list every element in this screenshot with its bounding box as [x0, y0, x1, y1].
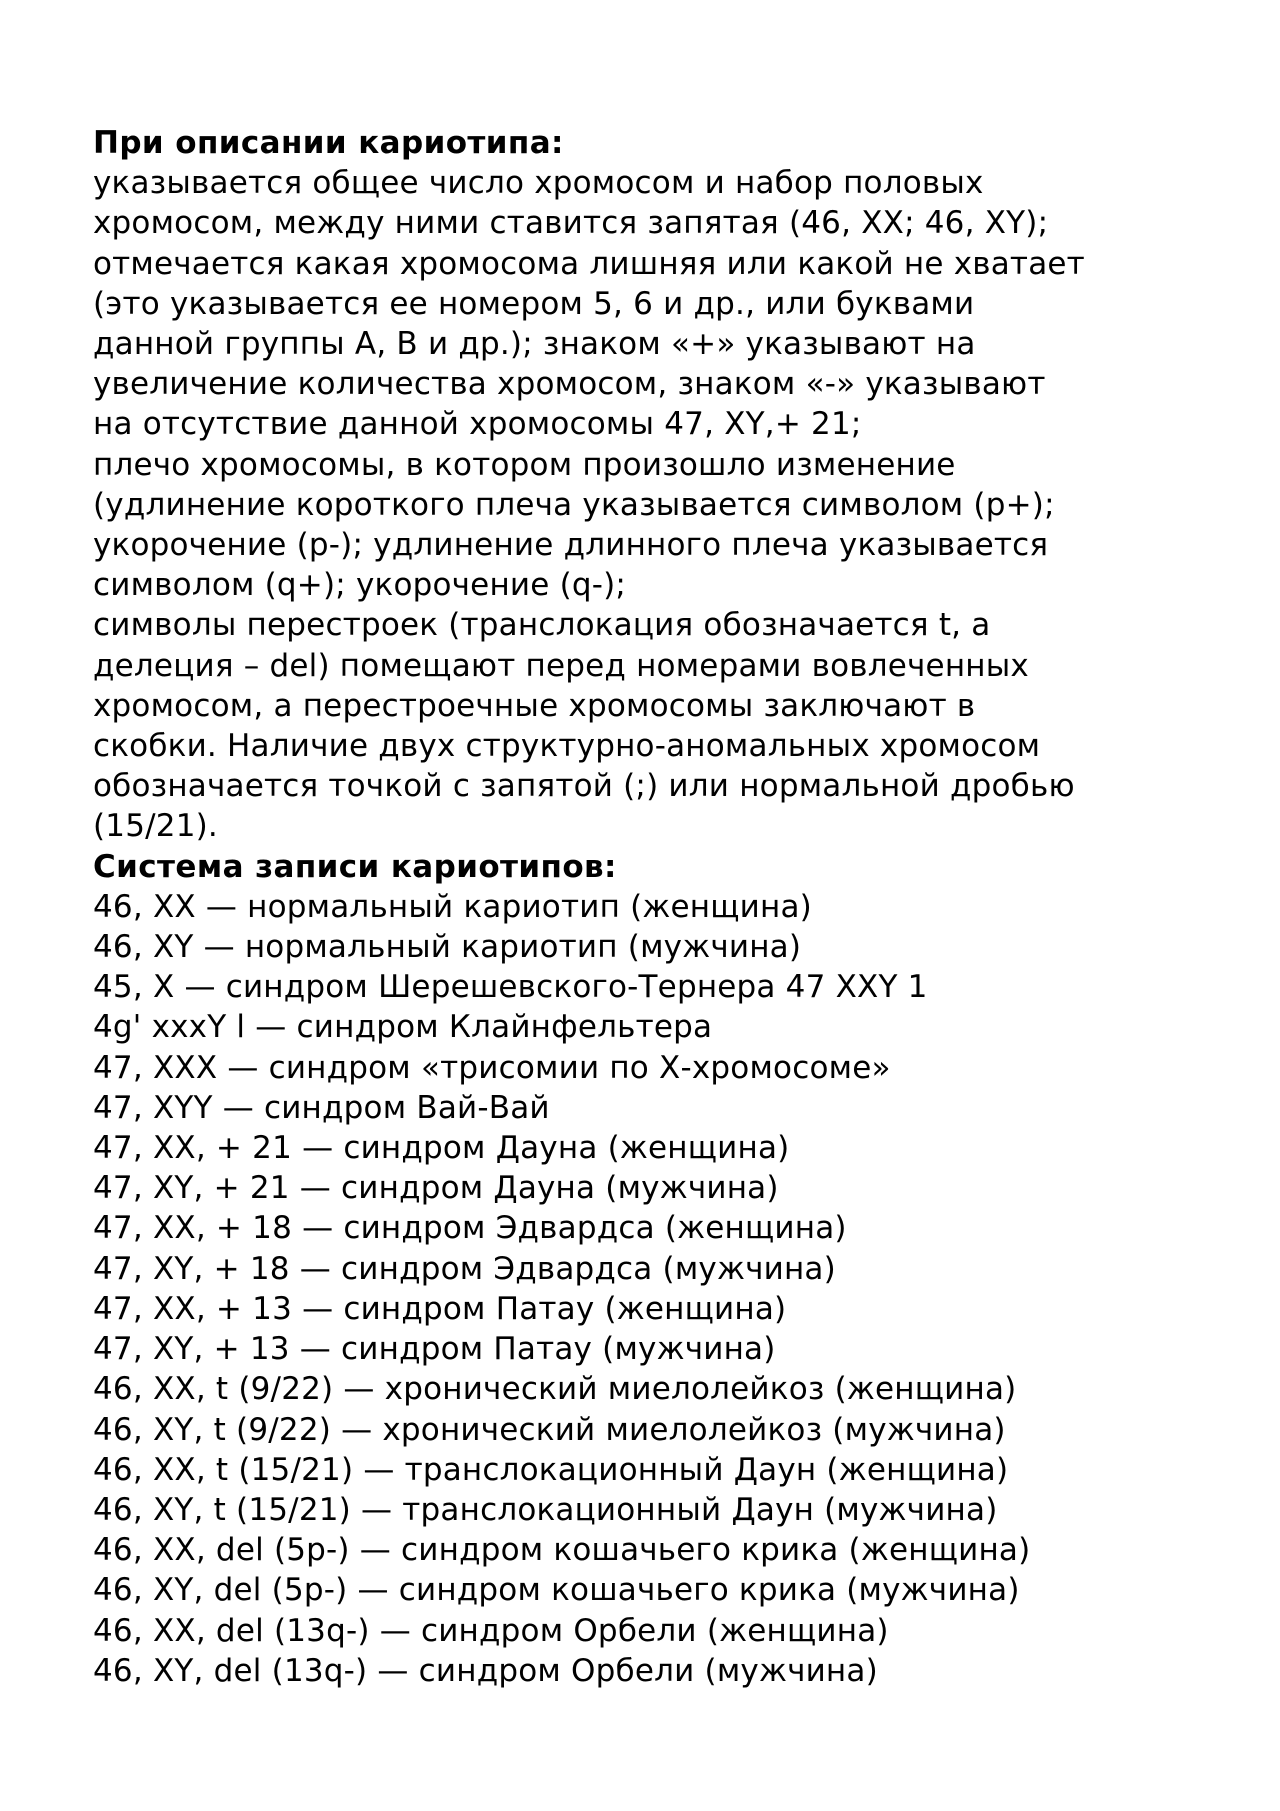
- list-item: 45, X — синдром Шерешевского-Тернера 47 XXY 1: [93, 969, 928, 1006]
- list-item: 46, XX — нормальный кариотип (женщина): [93, 888, 812, 925]
- text-line: плечо хромосомы, в котором произошло изменение: [93, 446, 956, 483]
- text-line: на отсутствие данной хромосомы 47, XY,+ 21;: [93, 406, 862, 443]
- text-line: увеличение количества хромосом, знаком «-» указывают: [93, 366, 1046, 403]
- text-line: указывается общее число хромосом и набор половых: [93, 165, 984, 202]
- list-item: 47, XXX — синдром «трисомии по Х-хромосоме»: [93, 1049, 891, 1086]
- list-item: 47, XY, + 21 — синдром Дауна (мужчина): [93, 1170, 779, 1207]
- list-item: 46, XX, t (9/22) — хронический миелолейкоз (женщина): [93, 1371, 1017, 1408]
- list-item: 46, XY, del (13q-) — синдром Орбели (мужчина): [93, 1652, 878, 1689]
- list-item: 46, XY — нормальный кариотип (мужчина): [93, 929, 802, 966]
- list-item: 46, XY, t (9/22) — хронический миелолейкоз (мужчина): [93, 1411, 1006, 1448]
- list-item: 46, XX, t (15/21) — транслокационный Даун (женщина): [93, 1451, 1009, 1488]
- section-heading-karyotype-description: При описании кариотипа:: [93, 125, 564, 161]
- text-line: хромосом, а перестроечные хромосомы заключают в: [93, 687, 976, 724]
- document-page: [93, 123, 1203, 1691]
- text-line: укорочение (р-); удлинение длинного плеча указывается: [93, 527, 1049, 564]
- list-item: 47, XX, + 21 — синдром Дауна (женщина): [93, 1130, 790, 1167]
- list-item: 46, XY, t (15/21) — транслокационный Даун (мужчина): [93, 1491, 998, 1528]
- text-line: (это указывается ее номером 5, 6 и др., или буквами: [93, 285, 975, 322]
- text-line: делеция – del) помещают перед номерами вовлеченных: [93, 647, 1029, 684]
- text-line: хромосом, между ними ставится запятая (46, XX; 46, XY);: [93, 205, 1049, 242]
- list-item: 46, XX, del (13q-) — синдром Орбели (женщина): [93, 1612, 889, 1649]
- text-line: скобки. Наличие двух структурно-аномальных хромосом: [93, 728, 1041, 765]
- list-item: 46, XX, del (5р-) — синдром кошачьего крика (женщина): [93, 1532, 1031, 1569]
- list-item: 47, XY, + 18 — синдром Эдвардса (мужчина): [93, 1250, 836, 1287]
- text-line: обозначается точкой с запятой (;) или нормальной дробью: [93, 768, 1075, 805]
- text-line: (удлинение короткого плеча указывается символом (р+);: [93, 486, 1055, 523]
- karyotype-description-text: [93, 163, 1203, 846]
- text-line: символом (q+); укорочение (q-);: [93, 567, 627, 604]
- karyotype-notation-list: [93, 887, 1203, 1691]
- text-line: отмечается какая хромосома лишняя или какой не хватает: [93, 245, 1085, 282]
- list-item: 47, XYY — синдром Вай-Вай: [93, 1089, 550, 1126]
- list-item: 46, XY, del (5р-) — синдром кошачьего крика (мужчина): [93, 1572, 1020, 1609]
- text-line: символы перестроек (транслокация обозначается t, а: [93, 607, 991, 644]
- section-heading-karyotype-notation: Система записи кариотипов:: [93, 848, 617, 885]
- list-item: 47, XX, + 18 — синдром Эдвардса (женщина): [93, 1210, 847, 1247]
- list-item: 4g' xxxY l — синдром Клайнфельтера: [93, 1009, 713, 1046]
- list-item: 47, XX, + 13 — синдром Патау (женщина): [93, 1290, 787, 1327]
- text-line: (15/21).: [93, 808, 218, 845]
- text-line: данной группы А, В и др.); знаком «+» указывают на: [93, 326, 976, 363]
- list-item: 47, XY, + 13 — синдром Патау (мужчина): [93, 1331, 776, 1368]
